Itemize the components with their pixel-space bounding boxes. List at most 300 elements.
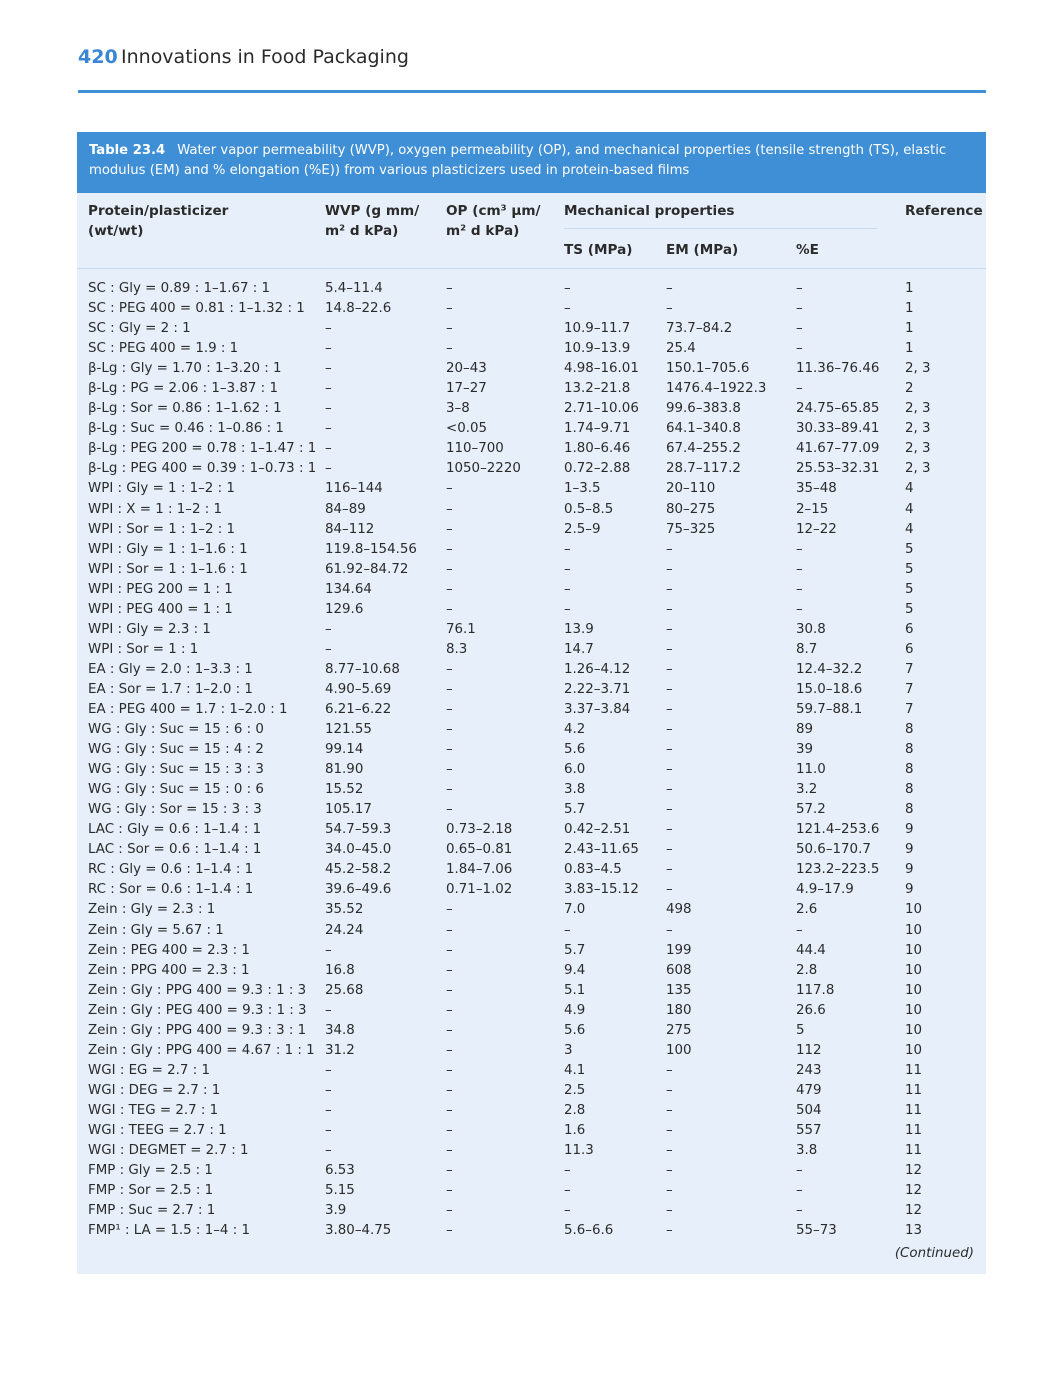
cell-wvp: 61.92–84.72 [325,561,409,577]
cell-ts: – [564,561,571,577]
cell-ts: – [564,281,571,296]
cell-op: 76.1 [446,621,476,637]
cell-elongation: 112 [796,1042,822,1058]
table-row [77,900,986,920]
cell-wvp: 34.8 [325,1022,355,1038]
cell-elongation: 479 [796,1082,822,1098]
cell-op: – [446,902,453,918]
cell-em: – [666,621,673,637]
cell-wvp: – [325,421,332,437]
cell-em: 25.4 [666,341,696,357]
cell-em: – [666,601,673,617]
cell-wvp: 3.9 [325,1203,347,1219]
cell-protein: Zein : PEG 400 = 2.3 : 1 [88,942,250,958]
cell-protein: WPI : Sor = 1 : 1–2 : 1 [88,521,236,537]
cell-protein: SC : PEG 400 = 1.9 : 1 [88,341,239,357]
cell-elongation: 557 [796,1122,822,1138]
cell-wvp: – [325,1122,332,1138]
table-row [77,319,986,339]
cell-elongation: 12–22 [796,521,837,537]
table-row [77,1001,986,1021]
table-row [77,921,986,941]
cell-reference: 11 [905,1062,923,1078]
table-row [77,479,986,499]
cell-ts: 6.0 [564,762,586,778]
cell-em: – [666,1143,673,1159]
cell-protein: WG : Gly : Sor = 15 : 3 : 3 [88,802,262,818]
cell-op: 1050–2220 [446,461,521,477]
table-row [77,339,986,359]
cell-em: – [666,722,673,738]
table-row [77,1201,986,1221]
cell-ts: 14.7 [564,641,594,657]
cell-op: – [446,541,453,557]
table-row [77,640,986,660]
cell-elongation: 44.4 [796,942,826,958]
table-row [77,1141,986,1161]
table-row [77,860,986,880]
cell-ts: 4.1 [564,1062,586,1078]
cell-wvp: – [325,341,332,357]
cell-em: – [666,1122,673,1138]
cell-wvp: 35.52 [325,902,364,918]
cell-elongation: 2.6 [796,902,818,918]
cell-elongation: 12.4–32.2 [796,661,863,677]
cell-elongation: 121.4–253.6 [796,822,880,838]
cell-reference: 12 [905,1183,923,1199]
table-row [77,520,986,540]
cell-em: – [666,641,673,657]
cell-em: – [666,1102,673,1118]
cell-protein: WPI : PEG 200 = 1 : 1 [88,581,233,597]
cell-elongation: 5 [796,1022,805,1038]
cell-elongation: – [796,561,803,577]
cell-op: – [446,681,453,697]
cell-op: – [446,561,453,577]
cell-em: – [666,862,673,878]
cell-reference: 5 [905,541,914,557]
cell-reference: 5 [905,561,914,577]
cell-ts: – [564,541,571,557]
cell-op: – [446,581,453,597]
cell-protein: Zein : Gly : PEG 400 = 9.3 : 1 : 3 [88,1002,307,1018]
cell-wvp: – [325,441,332,457]
cell-wvp: – [325,942,332,958]
cell-op: – [446,701,453,717]
cell-em: 199 [666,942,692,958]
cell-reference: 10 [905,1002,923,1018]
cell-wvp: 54.7–59.3 [325,822,392,838]
continued-note: (Continued) [894,1246,974,1261]
cell-reference: 7 [905,681,914,697]
cell-ts: 9.4 [564,962,586,978]
cell-em: 28.7–117.2 [666,461,741,477]
cell-reference: 2, 3 [905,401,931,417]
table-label: Table 23.4 [89,143,166,158]
cell-elongation: 35–48 [796,481,837,497]
cell-em: – [666,742,673,758]
cell-protein: WGI : EG = 2.7 : 1 [88,1062,210,1078]
cell-reference: 2, 3 [905,461,931,477]
cell-wvp: 45.2–58.2 [325,862,392,878]
cell-elongation: – [796,301,803,317]
cell-wvp: 81.90 [325,762,364,778]
cell-ts: 0.72–2.88 [564,461,631,477]
cell-reference: 2, 3 [905,421,931,437]
cell-op: – [446,521,453,537]
cell-protein: WGI : DEGMET = 2.7 : 1 [88,1143,249,1159]
cell-em: – [666,541,673,557]
cell-ts: 5.6 [564,1022,586,1038]
cell-protein: SC : Gly = 0.89 : 1–1.67 : 1 [88,281,271,296]
header-wvp [325,201,419,241]
cell-ts: – [564,581,571,597]
cell-wvp: 116–144 [325,481,383,497]
cell-protein: Zein : Gly = 2.3 : 1 [88,902,216,918]
cell-ts: 2.5–9 [564,521,601,537]
cell-em: – [666,842,673,858]
cell-ts: 5.6 [564,742,586,758]
cell-ts: 5.6–6.6 [564,1223,614,1239]
cell-elongation: 57.2 [796,802,826,818]
cell-reference: 2, 3 [905,361,931,377]
cell-ts: 2.43–11.65 [564,842,639,858]
cell-elongation: 504 [796,1102,822,1118]
cell-reference: 7 [905,701,914,717]
cell-elongation: 55–73 [796,1223,837,1239]
cell-em: – [666,1082,673,1098]
cell-wvp: – [325,1143,332,1159]
page-number: 420 [78,46,118,68]
cell-elongation: – [796,1183,803,1199]
cell-protein: WG : Gly : Suc = 15 : 3 : 3 [88,762,264,778]
table-row [77,680,986,700]
cell-reference: 6 [905,641,914,657]
cell-wvp: 24.24 [325,922,364,938]
header-mechanical: Mechanical properties [564,203,735,219]
table-row [77,399,986,419]
cell-ts: – [564,301,571,317]
cell-reference: 4 [905,481,914,497]
cell-em: 80–275 [666,501,716,517]
cell-em: – [666,281,673,296]
table-row [77,299,986,319]
cell-protein: LAC : Gly = 0.6 : 1–1.4 : 1 [88,822,262,838]
cell-em: – [666,1203,673,1219]
header-ts: TS (MPa) [564,242,633,258]
cell-protein: EA : PEG 400 = 1.7 : 1–2.0 : 1 [88,701,288,717]
cell-protein: WG : Gly : Suc = 15 : 0 : 6 [88,782,264,798]
cell-ts: – [564,922,571,938]
cell-elongation: – [796,541,803,557]
cell-protein: β-Lg : PG = 2.06 : 1–3.87 : 1 [88,381,278,397]
cell-reference: 1 [905,301,914,317]
cell-reference: 1 [905,341,914,357]
cell-elongation: 59.7–88.1 [796,701,863,717]
table-row [77,1081,986,1101]
cell-ts: 3.8 [564,782,586,798]
cell-op: – [446,1102,453,1118]
data-table [77,132,986,1274]
cell-protein: β-Lg : Suc = 0.46 : 1–0.86 : 1 [88,421,284,437]
cell-wvp: 5.4–11.4 [325,281,383,296]
cell-reference: 6 [905,621,914,637]
cell-elongation: 3.8 [796,1143,818,1159]
cell-op: 110–700 [446,441,504,457]
cell-ts: 7.0 [564,902,586,918]
cell-reference: 12 [905,1203,923,1219]
cell-wvp: 25.68 [325,982,364,998]
cell-ts: 2.5 [564,1082,586,1098]
table-row [77,540,986,560]
cell-protein: SC : PEG 400 = 0.81 : 1–1.32 : 1 [88,301,305,317]
cell-protein: WGI : TEG = 2.7 : 1 [88,1102,219,1118]
cell-elongation: 117.8 [796,982,835,998]
cell-em: – [666,782,673,798]
cell-elongation: 4.9–17.9 [796,882,854,898]
cell-op: – [446,782,453,798]
cell-em: – [666,701,673,717]
cell-op: – [446,722,453,738]
cell-elongation: – [796,601,803,617]
cell-em: – [666,1163,673,1179]
cell-em: 73.7–84.2 [666,321,733,337]
cell-op: – [446,281,453,296]
cell-em: – [666,762,673,778]
cell-elongation: – [796,581,803,597]
table-row [77,780,986,800]
cell-reference: 9 [905,862,914,878]
cell-ts: 4.9 [564,1002,586,1018]
cell-ts: 0.83–4.5 [564,862,622,878]
cell-wvp: – [325,381,332,397]
cell-em: – [666,882,673,898]
cell-op: – [446,1143,453,1159]
header-wvp-line1: WVP (g mm/ [325,203,420,219]
cell-ts: 2.8 [564,1102,586,1118]
cell-op: 17–27 [446,381,487,397]
cell-op: – [446,922,453,938]
header-protein [88,201,228,241]
cell-op: – [446,1042,453,1058]
header-bottom-rule [77,268,986,269]
cell-ts: – [564,1203,571,1219]
cell-reference: 2 [905,381,914,397]
cell-protein: Zein : Gly : PPG 400 = 9.3 : 1 : 3 [88,982,307,998]
table-row [77,279,986,299]
cell-ts: 1.26–4.12 [564,661,631,677]
cell-wvp: 119.8–154.56 [325,541,417,557]
table-row [77,500,986,520]
cell-elongation: 2–15 [796,501,829,517]
cell-elongation: – [796,381,803,397]
cell-reference: 5 [905,601,914,617]
cell-reference: 5 [905,581,914,597]
cell-wvp: 121.55 [325,722,372,738]
cell-op: – [446,742,453,758]
table-row [77,1161,986,1181]
table-row [77,880,986,900]
cell-elongation: 8.7 [796,641,818,657]
cell-reference: 4 [905,501,914,517]
cell-wvp: 39.6–49.6 [325,882,392,898]
cell-ts: 2.71–10.06 [564,401,639,417]
cell-op: 0.65–0.81 [446,842,513,858]
cell-protein: Zein : Gly : PPG 400 = 9.3 : 3 : 1 [88,1022,307,1038]
cell-reference: 10 [905,902,923,918]
cell-em: – [666,822,673,838]
cell-em: – [666,681,673,697]
cell-ts: 3.37–3.84 [564,701,631,717]
cell-reference: 11 [905,1082,923,1098]
cell-em: 64.1–340.8 [666,421,741,437]
table-caption-text: Water vapor permeability (WVP), oxygen permeability (OP), and mechanical properties (tensile strength (TS), elastic modulus (EM) and % elongation (%E)) from various plasticizers used in protein-based films [89,143,947,178]
cell-op: 1.84–7.06 [446,862,513,878]
cell-ts: 1.80–6.46 [564,441,631,457]
cell-wvp: – [325,401,332,417]
header-op [446,201,541,241]
cell-protein: WPI : PEG 400 = 1 : 1 [88,601,233,617]
cell-reference: 9 [905,822,914,838]
cell-op: – [446,762,453,778]
cell-wvp: 105.17 [325,802,372,818]
cell-op: – [446,1002,453,1018]
header-protein-line1: Protein/plasticizer [88,203,229,219]
cell-em: 99.6–383.8 [666,401,741,417]
cell-em: 608 [666,962,692,978]
cell-reference: 8 [905,782,914,798]
cell-ts: 2.22–3.71 [564,681,631,697]
cell-ts: – [564,1183,571,1199]
cell-protein: Zein : Gly = 5.67 : 1 [88,922,224,938]
table-row [77,720,986,740]
cell-ts: 13.2–21.8 [564,381,631,397]
cell-elongation: 30.8 [796,621,826,637]
table-row [77,820,986,840]
cell-elongation: 39 [796,742,814,758]
table-row [77,1121,986,1141]
table-row [77,359,986,379]
cell-reference: 13 [905,1223,923,1239]
cell-op: 3–8 [446,401,470,417]
cell-ts: – [564,601,571,617]
cell-protein: WPI : Gly = 1 : 1–1.6 : 1 [88,541,248,557]
table-row [77,961,986,981]
cell-protein: FMP¹ : LA = 1.5 : 1–4 : 1 [88,1223,250,1239]
cell-op: – [446,1022,453,1038]
cell-elongation: – [796,922,803,938]
cell-wvp: – [325,621,332,637]
cell-protein: WPI : Gly = 1 : 1–2 : 1 [88,481,235,497]
cell-wvp: 6.53 [325,1163,355,1179]
cell-em: – [666,561,673,577]
cell-elongation: 3.2 [796,782,818,798]
cell-ts: 5.7 [564,802,586,818]
cell-ts: 10.9–11.7 [564,321,631,337]
cell-reference: 11 [905,1143,923,1159]
cell-em: 75–325 [666,521,716,537]
cell-op: – [446,321,453,337]
cell-ts: 10.9–13.9 [564,341,631,357]
cell-ts: 5.1 [564,982,586,998]
cell-elongation: – [796,341,803,357]
table-row [77,700,986,720]
cell-em: 275 [666,1022,692,1038]
header-em: EM (MPa) [666,242,739,258]
cell-em: – [666,661,673,677]
cell-wvp: 134.64 [325,581,372,597]
cell-elongation: 24.75–65.85 [796,401,880,417]
cell-elongation: 50.6–170.7 [796,842,871,858]
table-row [77,1181,986,1201]
cell-wvp: 3.80–4.75 [325,1223,392,1239]
cell-wvp: 99.14 [325,742,364,758]
cell-wvp: – [325,321,332,337]
cell-reference: 9 [905,882,914,898]
cell-wvp: – [325,1082,332,1098]
cell-elongation: 26.6 [796,1002,826,1018]
table-row [77,379,986,399]
cell-wvp: 84–89 [325,501,366,517]
cell-protein: WG : Gly : Suc = 15 : 4 : 2 [88,742,264,758]
cell-protein: WGI : DEG = 2.7 : 1 [88,1082,221,1098]
cell-elongation: 15.0–18.6 [796,681,863,697]
cell-protein: β-Lg : Gly = 1.70 : 1–3.20 : 1 [88,361,282,377]
cell-op: 0.71–1.02 [446,882,513,898]
cell-wvp: – [325,461,332,477]
cell-reference: 9 [905,842,914,858]
header-op-line1: OP (cm³ µm/ [446,203,541,219]
cell-protein: FMP : Gly = 2.5 : 1 [88,1163,213,1179]
cell-elongation: 11.0 [796,762,826,778]
cell-elongation: – [796,321,803,337]
cell-wvp: 14.8–22.6 [325,301,392,317]
cell-reference: 1 [905,281,914,296]
cell-protein: SC : Gly = 2 : 1 [88,321,191,337]
cell-protein: WGI : TEEG = 2.7 : 1 [88,1122,227,1138]
cell-wvp: – [325,1062,332,1078]
cell-op: – [446,661,453,677]
cell-reference: 10 [905,922,923,938]
cell-ts: 13.9 [564,621,594,637]
cell-wvp: 34.0–45.0 [325,842,392,858]
cell-protein: WPI : Sor = 1 : 1–1.6 : 1 [88,561,248,577]
table-row [77,620,986,640]
cell-em: 100 [666,1042,692,1058]
table-row [77,1101,986,1121]
table-body [77,279,986,1241]
cell-reference: 8 [905,762,914,778]
table-row [77,580,986,600]
table-row [77,439,986,459]
cell-wvp: 84–112 [325,521,375,537]
cell-elongation: 11.36–76.46 [796,361,880,377]
table-row [77,1021,986,1041]
cell-op: – [446,1203,453,1219]
cell-protein: WPI : X = 1 : 1–2 : 1 [88,501,223,517]
cell-elongation: 243 [796,1062,822,1078]
cell-wvp: 16.8 [325,962,355,978]
cell-protein: FMP : Suc = 2.7 : 1 [88,1203,216,1219]
table-row [77,419,986,439]
cell-protein: EA : Gly = 2.0 : 1–3.3 : 1 [88,661,253,677]
cell-op: – [446,601,453,617]
header-op-line2: m² d kPa) [446,223,520,239]
cell-ts: 1–3.5 [564,481,601,497]
cell-em: – [666,1223,673,1239]
cell-elongation: 123.2–223.5 [796,862,880,878]
cell-ts: 4.98–16.01 [564,361,639,377]
